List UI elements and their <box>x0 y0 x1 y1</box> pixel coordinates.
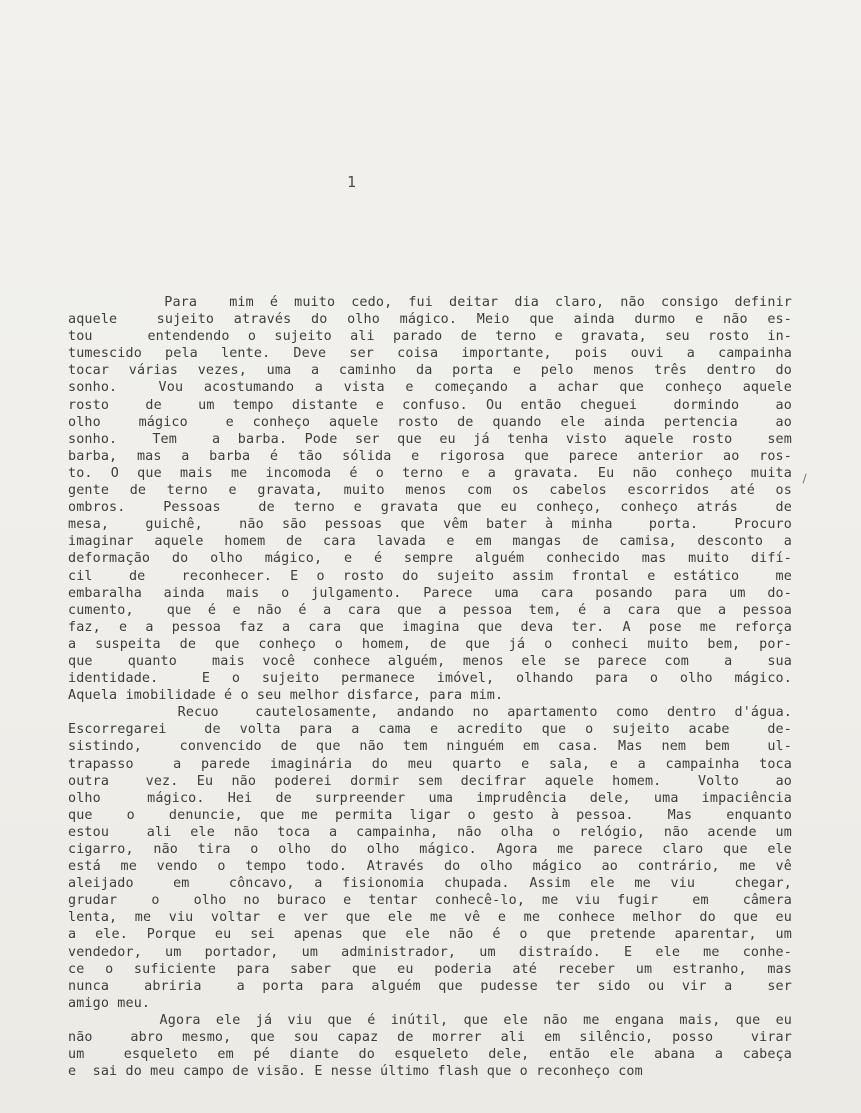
body-text <box>68 294 792 1080</box>
text-line: vendedor, um portador, um administrador, um distraído. E ele me conhe- <box>68 944 792 960</box>
text-line: identidade. E o sujeito permanece imóvel, olhando para o olho mágico. <box>68 671 792 687</box>
text-line: que o denuncie, que me permita ligar o gesto à pessoa. Mas enquanto <box>68 807 792 823</box>
text-line: gente de terno e gravata, muito menos com os cabelos escorridos até os <box>68 483 792 499</box>
text-line: deformação do olho mágico, e é sempre alguém conhecido mas muito difí- <box>68 551 792 567</box>
text-line: Escorregarei de volta para a cama e acredito que o sujeito acabe de- <box>68 722 792 738</box>
text-line: olho mágico e conheço aquele rosto de quando ele ainda pertencia ao <box>68 414 792 430</box>
text-line: tou entendendo o sujeito ali parado de terno e gravata, seu rosto in- <box>68 329 792 345</box>
text-line: ce o suficiente para saber que eu poderia até receber um estranho, mas <box>68 961 792 977</box>
text-line: um esqueleto em pé diante do esqueleto dele, então ele abana a cabeça <box>68 1047 792 1063</box>
text-line: cigarro, não tira o olho do olho mágico. Agora me parece claro que ele <box>68 842 792 857</box>
text-line: ombros. Pessoas de terno e gravata que eu conheço, conheço atrás de <box>68 500 792 516</box>
paragraph <box>68 294 792 704</box>
paragraph <box>68 704 792 1012</box>
text-line: Agora ele já viu que é inútil, que ele não me engana mais, que eu <box>68 1012 792 1028</box>
text-line: Recuo cautelosamente, andando no apartamento como dentro d'água. <box>68 705 792 721</box>
text-line: e sai do meu campo de visão. E nesse último flash que o reconheço com <box>68 1064 643 1080</box>
text-line: nunca abriria a porta para alguém que pudesse ter sido ou vir a ser <box>68 978 792 994</box>
text-line: outra vez. Eu não poderei dormir sem decifrar aquele homem. Volto ao <box>68 773 792 789</box>
text-line: barba, mas a barba é tão sólida e rigorosa que parece anterior ao ros- <box>68 448 792 464</box>
text-line: lenta, me viu voltar e ver que ele me vê e me conhece melhor do que eu <box>68 910 792 926</box>
paragraph <box>68 1012 792 1080</box>
text-line: grudar o olho no buraco e tentar conhecê-lo, me viu fugir em câmera <box>68 893 792 909</box>
page-number: 1 <box>347 173 357 191</box>
text-line: sonho. Vou acostumando a vista e começando a achar que conheço aquele <box>68 380 792 396</box>
text-line: to. O que mais me incomoda é o terno e a gravata. Eu não conheço muita <box>68 465 792 481</box>
text-line: aquele sujeito através do olho mágico. Meio que ainda durmo e não es- <box>68 312 792 328</box>
text-line: cumento, que é e não é a cara que a pessoa tem, é a cara que a pessoa <box>68 602 792 618</box>
text-line: imaginar aquele homem de cara lavada e em mangas de camisa, desconto a <box>68 534 792 550</box>
text-line: faz, e a pessoa faz a cara que imagina que deva ter. A pose me reforça <box>68 619 792 635</box>
text-line: embaralha ainda mais o julgamento. Parece uma cara posando para um do- <box>68 585 792 601</box>
paper-mark <box>803 474 810 485</box>
text-line: rosto de um tempo distante e confuso. Ou então cheguei dormindo ao <box>68 397 792 413</box>
text-line: Para mim é muito cedo, fui deitar dia claro, não consigo definir <box>68 295 792 310</box>
text-line: sonho. Tem a barba. Pode ser que eu já tenha visto aquele rosto sem <box>68 431 792 447</box>
text-line: está me vendo o tempo todo. Através do olho mágico ao contrário, me vê <box>68 859 792 875</box>
text-line: tumescido pela lente. Deve ser coisa importante, pois ouvi a campainha <box>68 346 792 362</box>
text-line: aleijado em côncavo, a fisionomia chupada. Assim ele me viu chegar, <box>68 876 792 892</box>
text-line: sistindo, convencido de que não tem ninguém em casa. Mas nem bem ul- <box>68 739 792 755</box>
text-line: não abro mesmo, que sou capaz de morrer ali em silêncio, posso virar <box>68 1030 792 1046</box>
text-line: estou ali ele não toca a campainha, não olha o relógio, não acende um <box>68 824 792 840</box>
text-line: a ele. Porque eu sei apenas que ele não é o que pretende aparentar, um <box>68 927 792 943</box>
text-line: cil de reconhecer. E o rosto do sujeito assim frontal e estático me <box>68 568 792 584</box>
text-line: trapasso a parede imaginária do meu quarto e sala, e a campainha toca <box>68 756 792 772</box>
text-line: amigo meu. <box>68 995 151 1011</box>
text-line: tocar várias vezes, uma a caminho da porta e pelo menos três dentro do <box>68 363 792 379</box>
text-line: a suspeita de que conheço o homem, de que já o conheci muito bem, por- <box>68 636 792 652</box>
text-line: Aquela imobilidade é o seu melhor disfarce, para mim. <box>68 688 504 704</box>
text-line: que quanto mais você conhece alguém, menos ele se parece com a sua <box>68 653 792 669</box>
text-line: mesa, guichê, não são pessoas que vêm bater à minha porta. Procuro <box>68 517 792 533</box>
text-line: olho mágico. Hei de surpreender uma imprudência dele, uma impaciência <box>68 790 792 806</box>
